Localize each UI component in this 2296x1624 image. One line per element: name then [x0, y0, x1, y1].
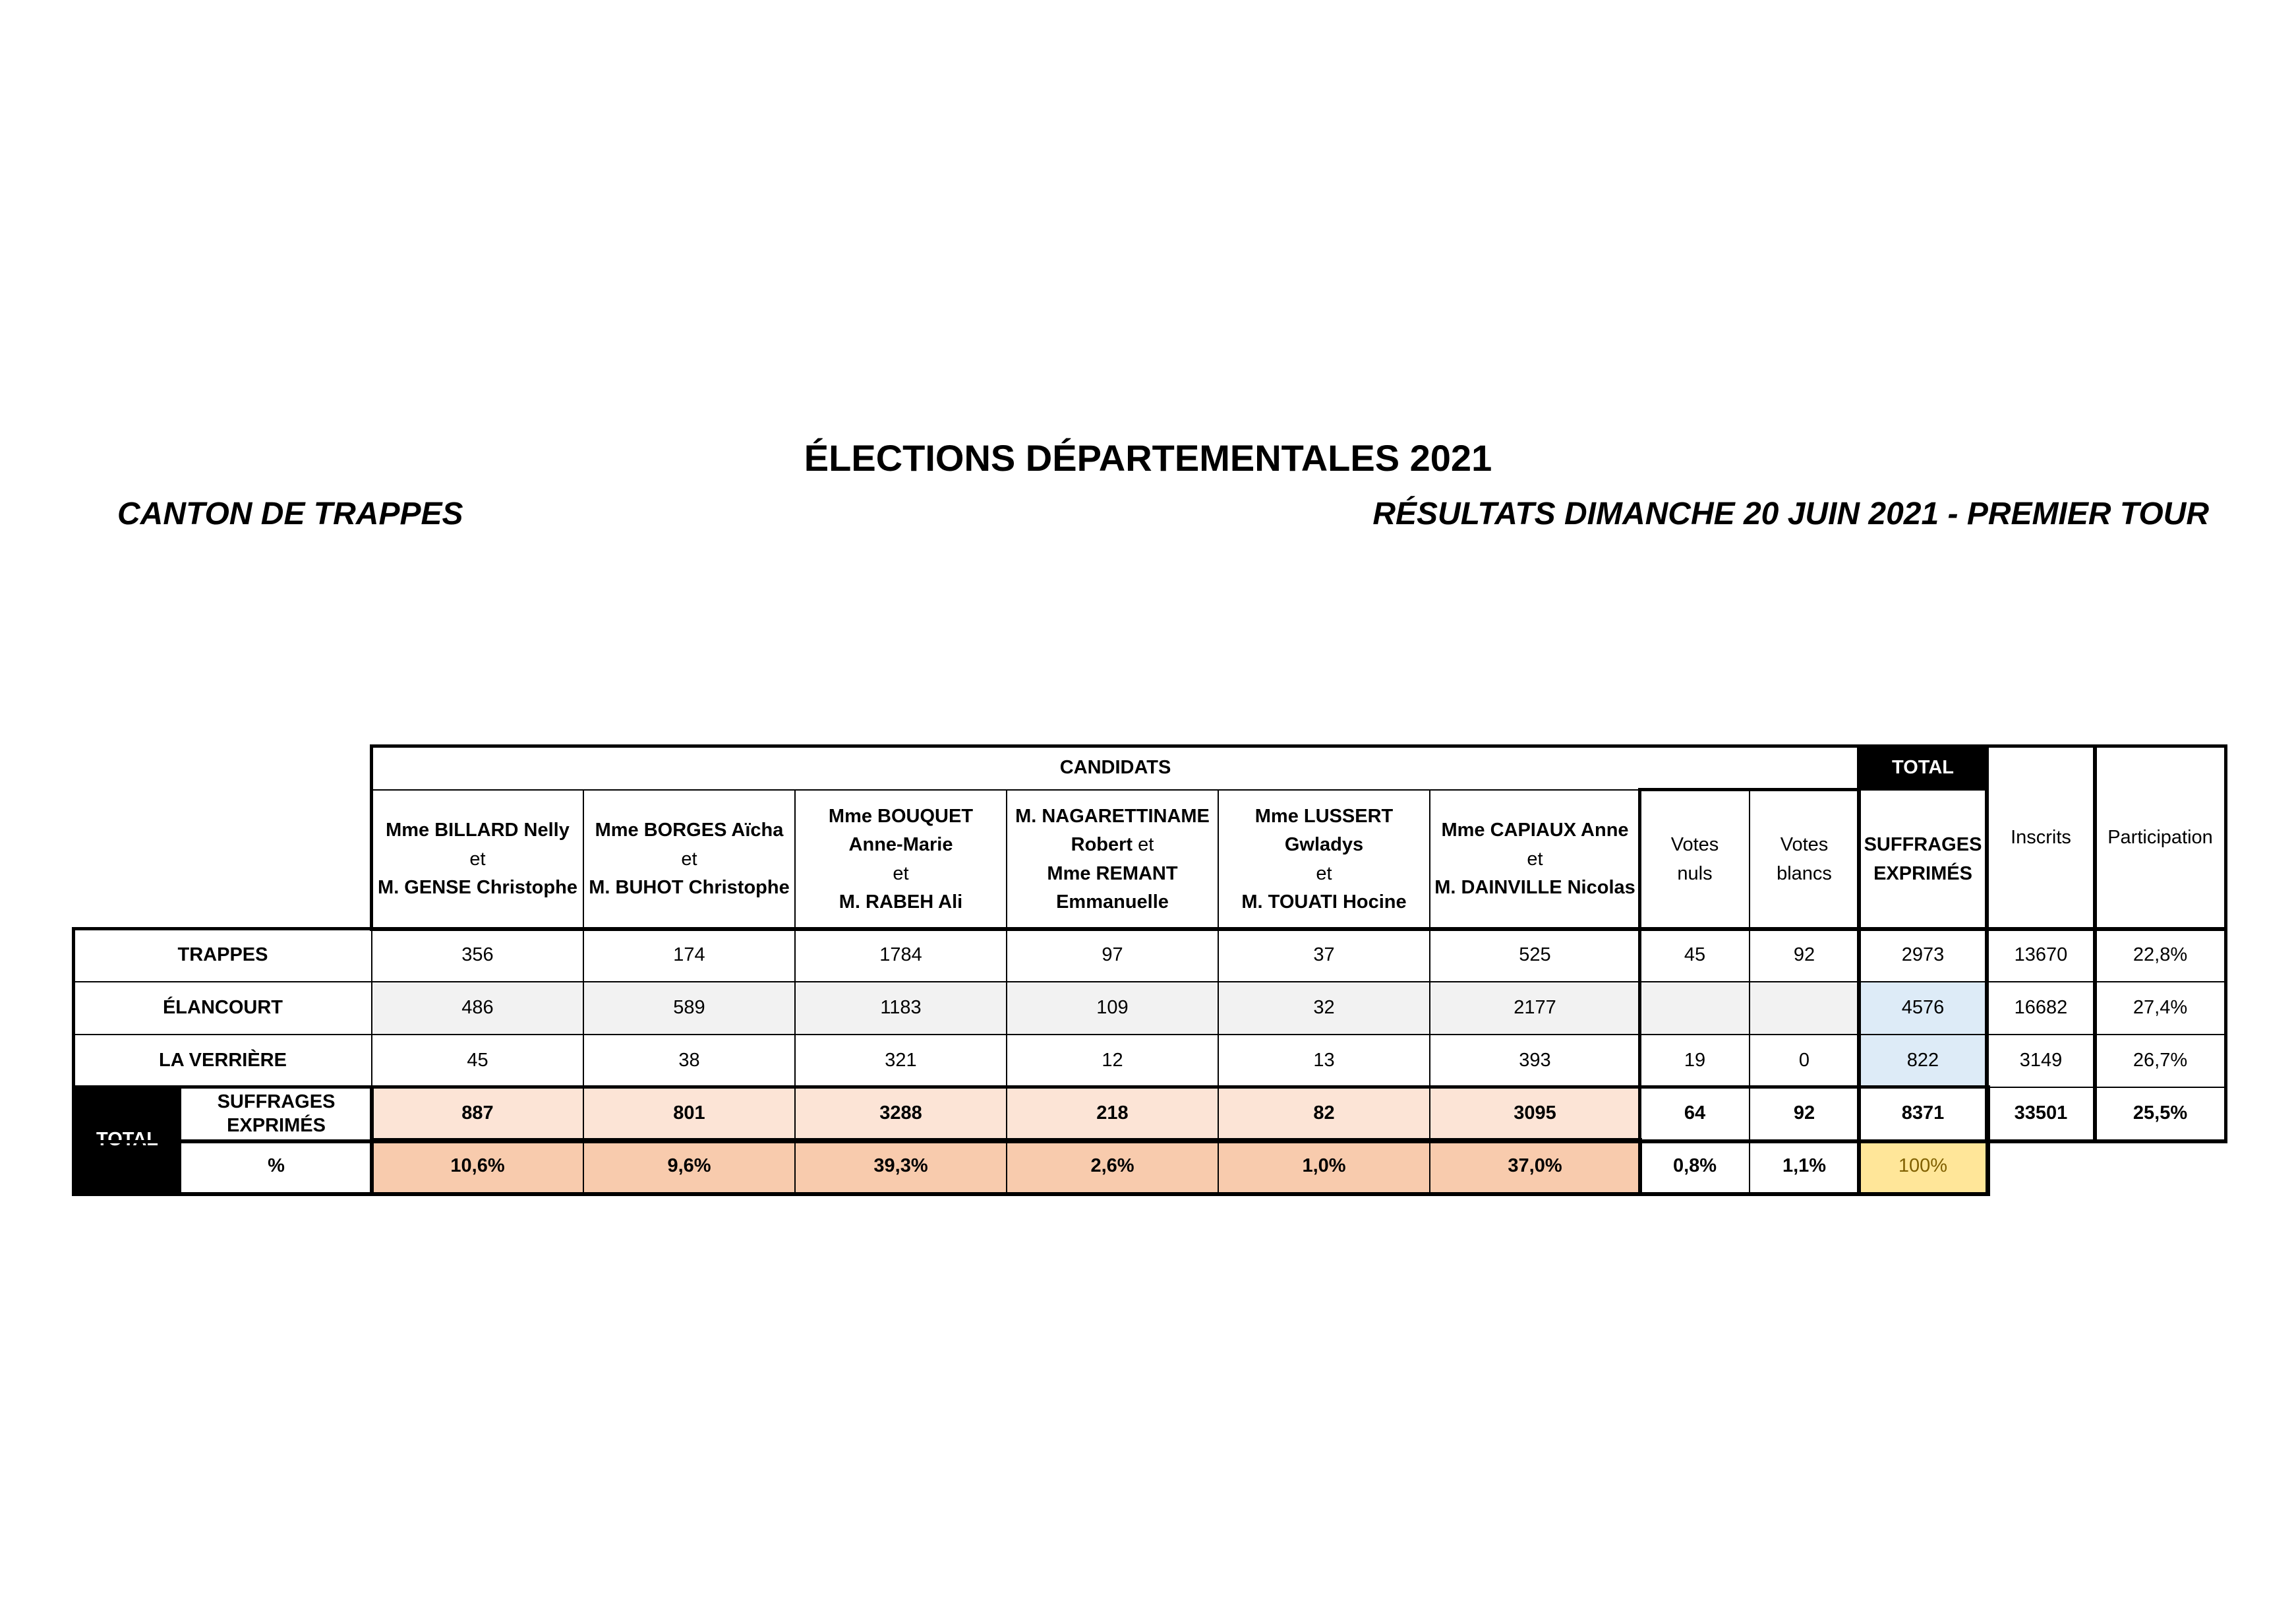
inscrits-cell: 13670 [1986, 928, 2096, 982]
participation-header-text: Participation [2107, 826, 2213, 848]
vote-cell: 356 [371, 928, 584, 982]
total-percent-cell: 37,0% [1429, 1139, 1641, 1193]
exprimes-cell: 4576 [1858, 981, 1987, 1035]
total-participation-cell: 25,5% [2094, 1087, 2226, 1141]
vote-cell: 97 [1006, 928, 1219, 982]
vote-cell: 1183 [794, 981, 1007, 1035]
candidate-6-line3: M. DAINVILLE Nicolas [1434, 877, 1635, 899]
vote-cell: 174 [583, 928, 796, 982]
candidate-5-line3: et [1316, 862, 1332, 884]
candidate-6-line2: et [1527, 848, 1543, 870]
candidate-header-4 [1006, 789, 1219, 930]
vote-cell: 486 [371, 981, 584, 1035]
vote-cell: 13 [1218, 1034, 1430, 1088]
votes-nuls-header [1639, 789, 1750, 930]
vote-cell: 38 [583, 1034, 796, 1088]
total-inscrits-cell: 33501 [1986, 1087, 2096, 1141]
total-header-text: TOTAL [1892, 757, 1954, 779]
vote-cell: 1784 [794, 928, 1007, 982]
total-vote-cell: 3288 [794, 1087, 1007, 1141]
blancs-cell: 92 [1749, 928, 1860, 982]
blancs-cell [1749, 981, 1860, 1035]
exprimes-cell: 822 [1858, 1034, 1987, 1088]
nuls-cell: 19 [1639, 1034, 1750, 1088]
total-vote-cell: 218 [1006, 1087, 1219, 1141]
canton-label: CANTON DE TRAPPES [117, 496, 463, 531]
votes-blancs-line2: blancs [1777, 862, 1832, 884]
suffrages-header-line1: SUFFRAGES [1864, 834, 1982, 855]
total-blancs-cell: 92 [1749, 1087, 1860, 1141]
inscrits-header [1986, 746, 2096, 930]
inscrits-header-text: Inscrits [2011, 826, 2071, 848]
nuls-cell: 45 [1639, 928, 1750, 982]
inscrits-cell: 16682 [1986, 981, 2096, 1035]
vote-cell: 12 [1006, 1034, 1219, 1088]
total-percent-cell: 2,6% [1006, 1139, 1219, 1193]
commune-la-verriere: LA VERRIÈRE [73, 1034, 372, 1088]
candidate-4-line2-et: et [1138, 834, 1154, 855]
total-percent-cell: 39,3% [794, 1139, 1007, 1193]
votes-nuls-line2: nuls [1677, 862, 1713, 884]
participation-cell: 27,4% [2094, 981, 2226, 1035]
total-percent-label: % [180, 1139, 372, 1193]
total-percent-cell: 9,6% [583, 1139, 796, 1193]
participation-cell: 26,7% [2094, 1034, 2226, 1088]
total-vote-cell: 82 [1218, 1087, 1430, 1141]
total-vote-cell: 3095 [1429, 1087, 1641, 1141]
blancs-cell: 0 [1749, 1034, 1860, 1088]
total-nuls-pct-cell: 0,8% [1639, 1139, 1750, 1193]
votes-blancs-header [1749, 789, 1860, 930]
page-title: ÉLECTIONS DÉPARTEMENTALES 2021 [804, 437, 1492, 479]
candidate-header-5 [1218, 789, 1430, 930]
candidate-5-line2: Gwladys [1284, 834, 1364, 855]
nuls-cell [1639, 981, 1750, 1035]
candidate-4-line3: Mme REMANT [1047, 862, 1178, 884]
vote-cell: 109 [1006, 981, 1219, 1035]
total-row-label: TOTAL [73, 1087, 181, 1193]
candidate-header-6 [1429, 789, 1641, 930]
candidats-header-text: CANDIDATS [1059, 757, 1171, 779]
vote-cell: 37 [1218, 928, 1430, 982]
participation-header [2094, 746, 2226, 930]
total-percent-cell: 1,0% [1218, 1139, 1430, 1193]
candidate-header-1 [371, 789, 584, 930]
votes-nuls-line1: Votes [1670, 834, 1719, 855]
candidate-5-line4: M. TOUATI Hocine [1241, 891, 1407, 913]
candidate-5-line1: Mme LUSSERT [1254, 805, 1394, 827]
votes-blancs-line1: Votes [1780, 834, 1829, 855]
vote-cell: 2177 [1429, 981, 1641, 1035]
participation-cell: 22,8% [2094, 928, 2226, 982]
vote-cell: 393 [1429, 1034, 1641, 1088]
candidate-6-line1: Mme CAPIAUX Anne [1441, 820, 1629, 841]
candidate-2-line3: M. BUHOT Christophe [589, 877, 790, 899]
suffrages-header [1858, 789, 1987, 930]
candidate-4-line2-name: Robert [1071, 834, 1133, 855]
total-percent-cell: 10,6% [371, 1139, 584, 1193]
commune-trappes: TRAPPES [73, 928, 372, 982]
suffrages-header-line2: EXPRIMÉS [1873, 862, 1972, 884]
vote-cell: 32 [1218, 981, 1430, 1035]
candidate-3-line2: Anne-Marie [848, 834, 953, 855]
vote-cell: 589 [583, 981, 796, 1035]
candidate-3-line4: M. RABEH Ali [839, 891, 963, 913]
total-exprimes-cell: 8371 [1858, 1087, 1987, 1141]
candidate-4-line2 [1071, 831, 1154, 860]
total-suffrages-line1: SUFFRAGES [217, 1091, 336, 1112]
vote-cell: 321 [794, 1034, 1007, 1088]
candidate-2-line1: Mme BORGES Aïcha [595, 820, 784, 841]
total-nuls-cell: 64 [1639, 1087, 1750, 1141]
candidate-1-line3: M. GENSE Christophe [378, 877, 577, 899]
commune-elancourt: ÉLANCOURT [73, 981, 372, 1035]
inscrits-cell: 3149 [1986, 1034, 2096, 1088]
candidate-1-line1: Mme BILLARD Nelly [386, 820, 570, 841]
total-suffrages-label [180, 1087, 372, 1141]
candidate-4-line4: Emmanuelle [1056, 891, 1169, 913]
candidats-header [371, 746, 1860, 791]
candidate-4-line1: M. NAGARETTINAME [1015, 805, 1210, 827]
candidate-1-line2: et [469, 848, 486, 870]
candidate-header-3 [794, 789, 1007, 930]
exprimes-cell: 2973 [1858, 928, 1987, 982]
total-suffrages-line2: EXPRIMÉS [227, 1115, 326, 1136]
total-header [1858, 746, 1987, 791]
candidate-header-2 [583, 789, 796, 930]
total-vote-cell: 801 [583, 1087, 796, 1141]
candidate-3-line1: Mme BOUQUET [828, 805, 974, 827]
vote-cell: 45 [371, 1034, 584, 1088]
total-exprimes-pct-cell: 100% [1858, 1139, 1987, 1193]
candidate-3-line3: et [893, 862, 909, 884]
total-blancs-pct-cell: 1,1% [1749, 1139, 1860, 1193]
vote-cell: 525 [1429, 928, 1641, 982]
candidate-2-line2: et [681, 848, 697, 870]
results-label: RÉSULTATS DIMANCHE 20 JUIN 2021 - PREMIER TOUR [1372, 496, 2209, 531]
total-vote-cell: 887 [371, 1087, 584, 1141]
